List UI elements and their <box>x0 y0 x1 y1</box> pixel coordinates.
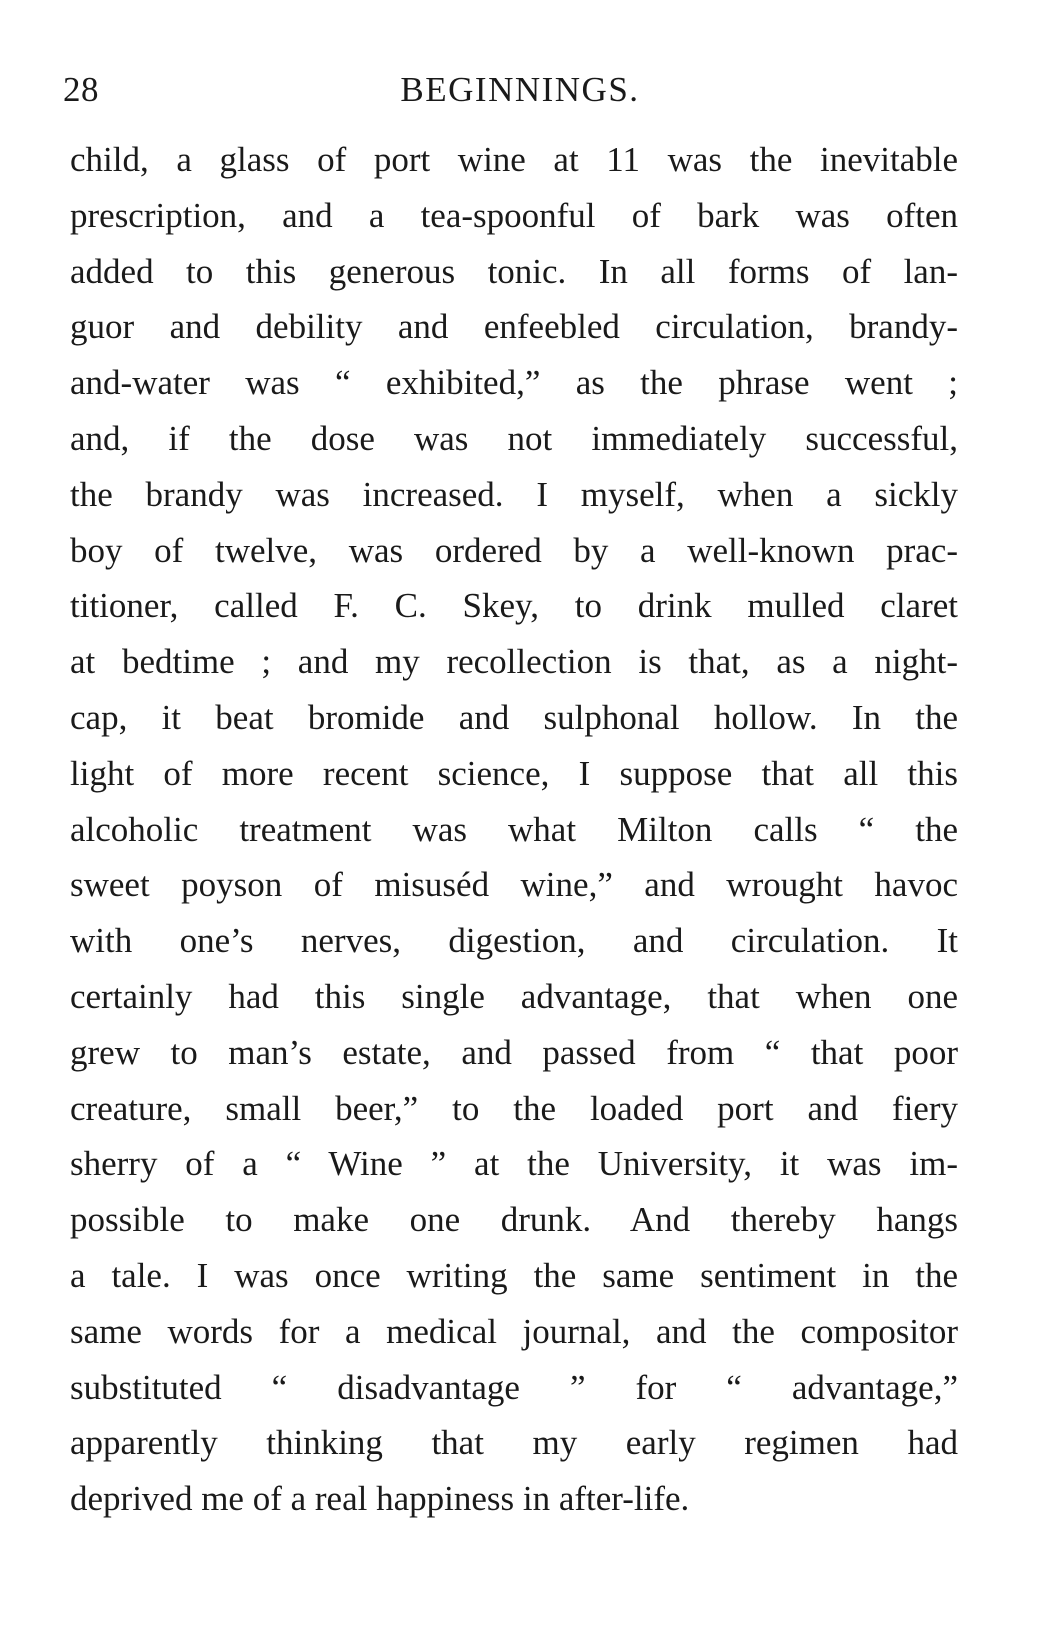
text-line: boy of twelve, was ordered by a well-known prac- <box>70 530 958 570</box>
text-line: possible to make one drunk. And thereby hangs <box>70 1200 958 1240</box>
text-line: certainly had this single advantage, that when one <box>70 976 958 1016</box>
text-line: substituted “ disadvantage ” for “ advantage,” <box>70 1367 958 1407</box>
page-number: 28 <box>63 70 99 109</box>
text-line: apparently thinking that my early regimen had <box>70 1423 958 1463</box>
text-line: same words for a medical journal, and the compositor <box>70 1311 958 1351</box>
text-line: guor and debility and enfeebled circulation, brandy- <box>70 307 958 347</box>
text-line: titioner, called F. C. Skey, to drink mulled claret <box>70 586 958 626</box>
text-line: light of more recent science, I suppose that all this <box>70 753 958 793</box>
text-line: at bedtime ; and my recollection is that, as a night- <box>70 642 958 682</box>
body-paragraph <box>70 132 958 1527</box>
running-title: BEGINNINGS. <box>400 70 640 109</box>
text-line: child, a glass of port wine at 11 was the inevitable <box>70 140 958 179</box>
text-line: deprived me of a real happiness in after-life. <box>70 1479 690 1519</box>
text-line: sherry of a “ Wine ” at the University, it was im- <box>70 1144 958 1184</box>
text-line: creature, small beer,” to the loaded port and fiery <box>70 1088 958 1128</box>
text-line: alcoholic treatment was what Milton calls “ the <box>70 809 958 849</box>
text-line: prescription, and a tea-spoonful of bark was often <box>70 195 958 235</box>
text-line: sweet poyson of misuséd wine,” and wrought havoc <box>70 865 958 905</box>
text-line: grew to man’s estate, and passed from “ that poor <box>70 1032 958 1072</box>
text-line: and, if the dose was not immediately successful, <box>70 418 958 458</box>
text-line: a tale. I was once writing the same sentiment in the <box>70 1255 958 1295</box>
text-line: the brandy was increased. I myself, when a sickly <box>70 474 958 514</box>
text-line: with one’s nerves, digestion, and circulation. It <box>70 921 958 961</box>
text-line: cap, it beat bromide and sulphonal hollow. In the <box>70 697 958 737</box>
text-line: and-water was “ exhibited,” as the phrase went ; <box>70 363 958 403</box>
text-line: added to this generous tonic. In all forms of lan- <box>70 251 958 291</box>
